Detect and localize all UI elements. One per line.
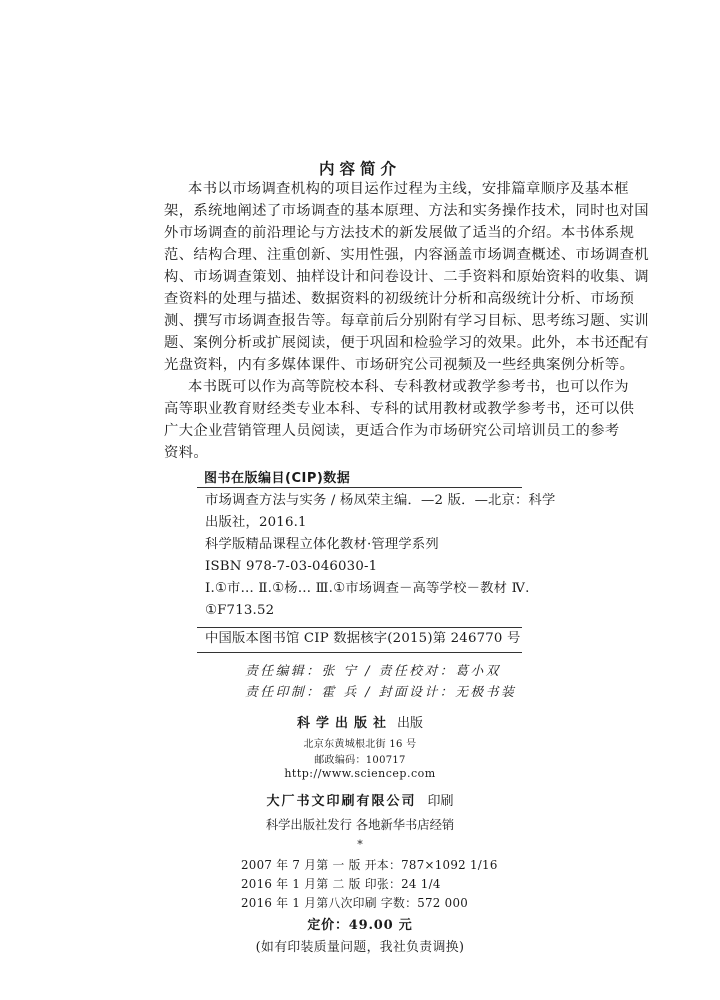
publisher-suffix: 出版 xyxy=(397,716,424,731)
intro-paragraph-line: 高等职业教育财经类专业本科、专科的试用教材或教学参考书，还可以供 xyxy=(164,401,635,417)
editor-credits-line: 责任编辑：张 宁 / 责任校对：葛小双 xyxy=(245,664,501,679)
intro-paragraph-line: 范、结构合理、注重创新、实用性强，内容涵盖市场调查概述、市场调查机 xyxy=(164,247,649,263)
intro-paragraph-line: 资料。 xyxy=(164,445,209,461)
printer-line xyxy=(0,790,720,809)
publisher-line xyxy=(0,712,720,731)
printer-name: 大厂书文印刷有限公司 xyxy=(266,794,417,809)
price: 定价：49.00 元 xyxy=(307,918,413,933)
cip-line: 科学版精品课程立体化教材·管理学系列 xyxy=(205,537,439,552)
cip-line: ISBN 978-7-03-046030-1 xyxy=(205,559,378,574)
editor-credits-line: 责任印制：霍 兵 / 封面设计：无极书装 xyxy=(245,685,517,700)
intro-paragraph-line: 架，系统地阐述了市场调查的基本原理、方法和实务操作技术，同时也对国 xyxy=(164,203,649,219)
intro-paragraph-line: 查资料的处理与描述、数据资料的初级统计分析和高级统计分析、市场预 xyxy=(164,291,635,307)
cip-line: 市场调查方法与实务 / 杨凤荣主编．—2 版．—北京：科学 xyxy=(205,493,556,508)
printer-suffix: 印刷 xyxy=(427,794,454,809)
intro-paragraph-line: 本书以市场调查机构的项目运作过程为主线，安排篇章顺序及基本框 xyxy=(188,181,629,197)
quality-notice: (如有印装质量问题，我社负责调换) xyxy=(255,940,465,955)
edition-line: 2016 年 1 月第 二 版 印张：24 1/4 xyxy=(241,877,441,891)
cip-line: Ⅰ.①市… Ⅱ.①杨… Ⅲ.①市场调查－高等学校－教材 Ⅳ. xyxy=(205,581,530,596)
cip-heading: 图书在版编目(CIP)数据 xyxy=(204,471,351,486)
edition-line: 2016 年 1 月第八次印刷 字数：572 000 xyxy=(241,896,469,910)
intro-paragraph-line: 外市场调查的前沿理论与方法技术的新发展做了适当的介绍。本书体系规 xyxy=(164,225,635,241)
cip-bottom-rule xyxy=(197,652,522,653)
publisher-postcode: 邮政编码：100717 xyxy=(314,755,406,766)
intro-paragraph-line: 广大企业营销管理人员阅读，更适合作为市场研究公司培训员工的参考 xyxy=(164,423,620,439)
intro-paragraph-line: 构、市场调查策划、抽样设计和问卷设计、二手资料和原始资料的收集、调 xyxy=(164,269,649,285)
cip-line: ①F713.52 xyxy=(205,603,275,618)
cip-approval-number: 中国版本图书馆 CIP 数据核字(2015)第 246770 号 xyxy=(205,631,521,646)
distribution-line: 科学出版社发行 各地新华书店经销 xyxy=(265,818,455,832)
intro-paragraph-line: 测、撰写市场调查报告等。每章前后分别附有学习目标、思考练习题、实训 xyxy=(164,313,649,329)
intro-paragraph-line: 题、案例分析或扩展阅读，便于巩固和检验学习的效果。此外，本书还配有 xyxy=(164,335,649,351)
intro-paragraph-line: 光盘资料，内有多媒体课件、市场研究公司视频及一些经典案例分析等。 xyxy=(164,357,635,373)
publisher-url: http://www.sciencep.com xyxy=(284,767,436,780)
publisher-name: 科学出版社 xyxy=(296,716,392,731)
cip-top-rule xyxy=(197,487,522,488)
publisher-address: 北京东黄城根北街 16 号 xyxy=(303,739,417,750)
intro-paragraph-line: 本书既可以作为高等院校本科、专科教材或教学参考书，也可以作为 xyxy=(188,379,629,395)
intro-title: 内容简介 xyxy=(318,160,401,178)
section-divider-asterisk: * xyxy=(357,838,363,851)
cip-line: 出版社，2016.1 xyxy=(205,515,307,530)
edition-line: 2007 年 7 月第 一 版 开本：787×1092 1/16 xyxy=(241,858,498,872)
